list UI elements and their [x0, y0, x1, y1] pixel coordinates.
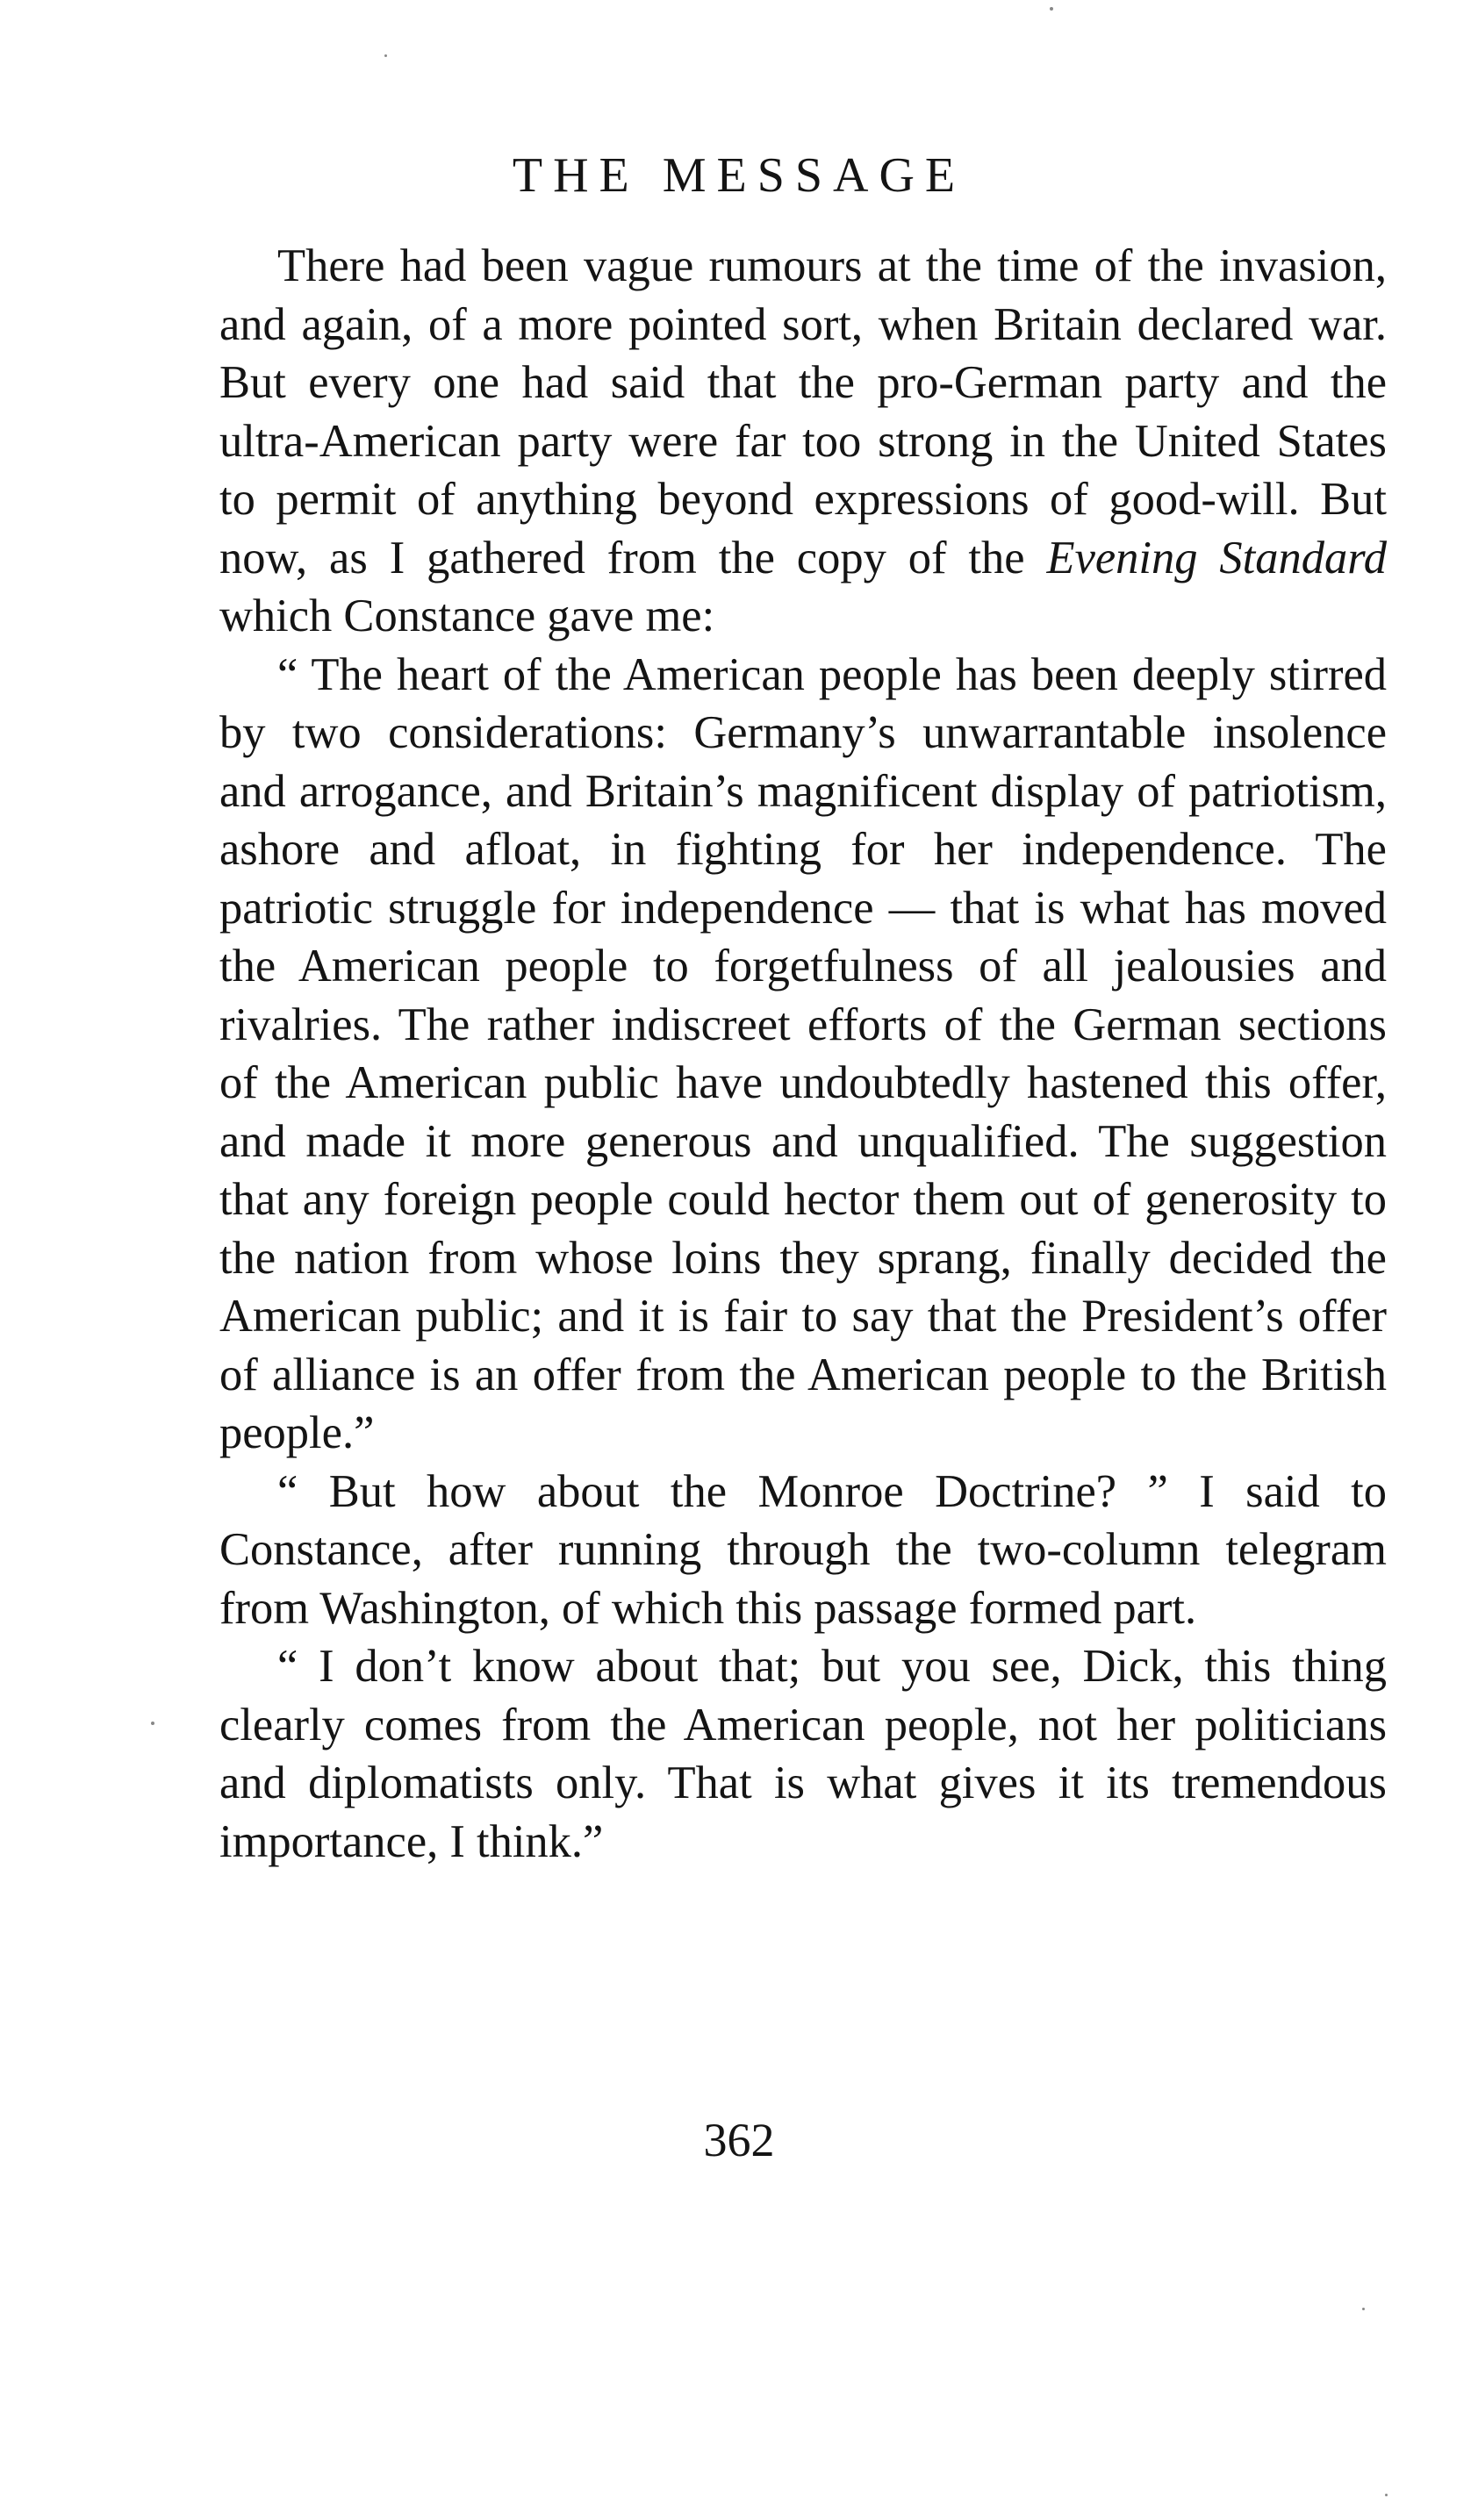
paragraph [219, 646, 1387, 1463]
scan-speck [1050, 7, 1053, 11]
running-head: THE MESSAGE [512, 148, 966, 203]
body-text [219, 237, 1387, 1871]
scan-speck [1385, 2494, 1388, 2496]
scan-speck [151, 1722, 154, 1725]
text-run: “ I don’t know about that; but you see, Dick, this thing clearly comes from the American people, not her politicians and diplomatists only. That is what gives it its tremendous importance, I think.” [219, 1641, 1387, 1867]
scan-speck [1362, 2308, 1365, 2310]
page-number: 362 [703, 2114, 775, 2166]
text-run: which Constance gave me: [219, 591, 715, 641]
text-run: “ The heart of the American people has been deeply stirred by two considerations: Germany’s unwarrantable insolence and arrogance, and Britain’s magnificent display of patriotism, ashore and afloat, in fighting for her independence. The patriotic struggle for independence — that is what has moved the American people to forgetfulness of all jealousies and rivalries. The rather indiscreet efforts of the German sections of the American public have undoubtedly hastened this offer, and made it more generous and unqualified. The suggestion that any foreign people could hector them out of generosity to the nation from whose loins they sprang, finally decided the American public; and it is fair to say that the President’s offer of alliance is an offer from the American people to the British people.” [219, 648, 1387, 1458]
italic-title: Evening Standard [1046, 532, 1388, 583]
paragraph [219, 237, 1387, 646]
text-run: There had been vague rumours at the time of the invasion, and again, of a more pointed sort, when Britain declared war. But every one had said that the pro-German party and the ultra-American party were far too strong in the United States to permit of anything beyond expressions of good-will. But now, as I gathered from the copy of the [219, 240, 1387, 583]
text-run: “ But how about the Monroe Doctrine? ” I said to Constance, after running through the two-column telegram from Washington, of which this passage formed part. [219, 1465, 1387, 1634]
scan-speck [384, 54, 387, 57]
paragraph [219, 1463, 1387, 1638]
paragraph [219, 1637, 1387, 1871]
